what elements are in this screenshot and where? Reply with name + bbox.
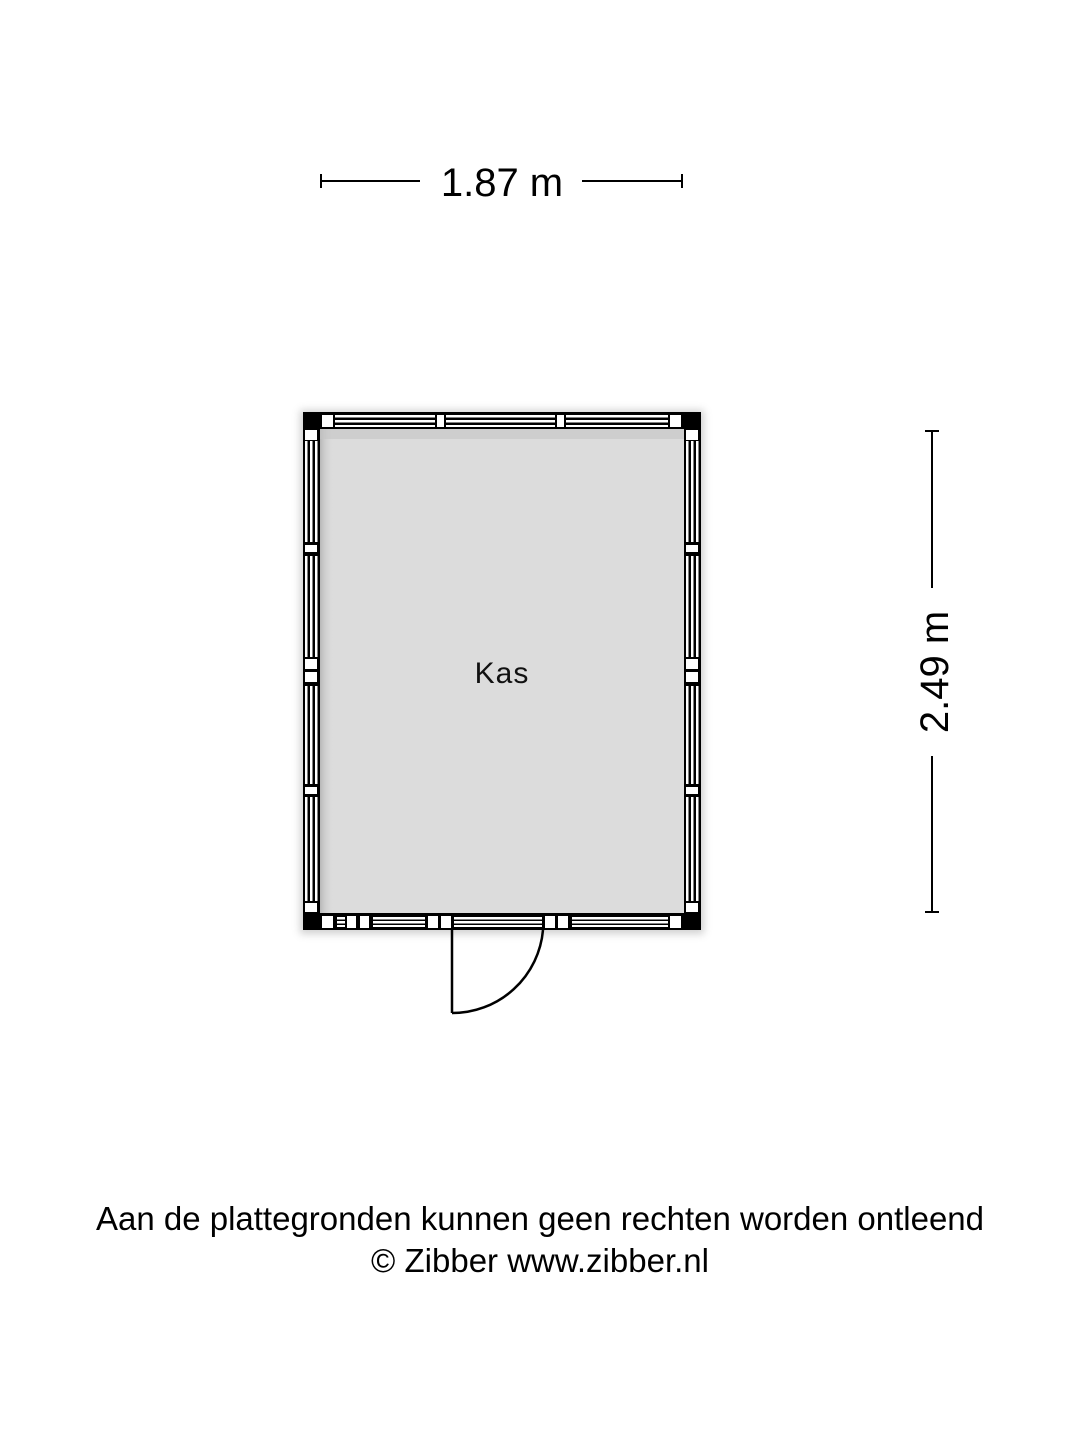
- height-label: 2.49 m: [913, 610, 957, 734]
- disclaimer-text: Aan de plattegronden kunnen geen rechten worden ontleend: [95, 1200, 985, 1237]
- room-label: Kas: [474, 657, 530, 690]
- wall-bottom: [303, 913, 701, 930]
- height-dimension: [913, 431, 957, 912]
- width-dimension: [321, 161, 682, 205]
- copyright-text: © Zibber www.zibber.nl: [371, 1242, 709, 1279]
- wall-right: [684, 412, 701, 930]
- door-swing-icon: [452, 930, 543, 1013]
- width-label: 1.87 m: [440, 161, 564, 205]
- wall-left: [303, 412, 320, 930]
- wall-top: [303, 412, 701, 429]
- room-kas: [320, 429, 685, 913]
